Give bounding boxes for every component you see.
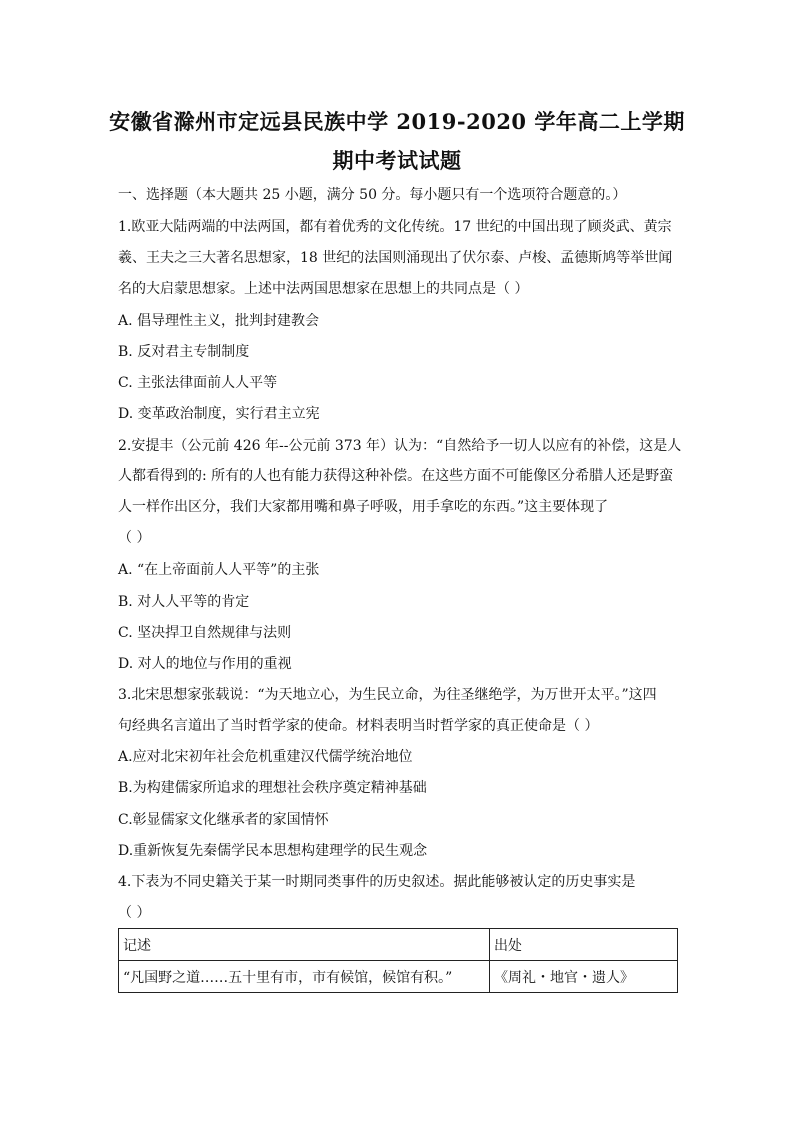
table-header-cell: 出处 bbox=[490, 929, 678, 961]
q4-stem-line: （ ） bbox=[118, 905, 151, 921]
section-header: 一、选择题（本大题共 25 小题，满分 50 分。每小题只有一个选项符合题意的。） bbox=[118, 187, 627, 203]
q3-stem-line: 句经典名言道出了当时哲学家的使命。材料表明当时哲学家的真正使命是（ ） bbox=[118, 718, 599, 734]
q3-option-c: C.彰显儒家文化继承者的家国情怀 bbox=[118, 812, 329, 828]
table-cell: 《周礼・地官・遗人》 bbox=[490, 961, 678, 993]
q2-stem-line: 人都看得到的: 所有的人也有能力获得这种补偿。在这些方面不可能像区分希腊人还是野蛮 bbox=[118, 468, 674, 484]
q2-option-b: B. 对人人平等的肯定 bbox=[118, 594, 250, 610]
q2-stem-line: （ ） bbox=[118, 530, 151, 546]
table-header-cell: 记述 bbox=[119, 929, 490, 961]
q4-stem-line: 4.下表为不同史籍关于某一时期同类事件的历史叙述。据此能够被认定的历史事实是 bbox=[118, 874, 636, 890]
q1-stem-line: 羲、王夫之三大著名思想家，18 世纪的法国则涌现出了伏尔泰、卢梭、孟德斯鸠等举世闻 bbox=[118, 250, 673, 266]
document-title-line1: 安徽省滁州市定远县民族中学 2019-2020 学年高二上学期 bbox=[109, 109, 685, 134]
q1-option-c: C. 主张法律面前人人平等 bbox=[118, 375, 278, 391]
q2-stem-line: 2.安提丰（公元前 426 年--公元前 373 年）认为：“自然给予一切人以应有的补偿，这是人 bbox=[118, 438, 682, 454]
table-row bbox=[119, 961, 678, 993]
q1-option-a: A. 倡导理性主义，批判封建教会 bbox=[118, 313, 320, 329]
q2-option-c: C. 坚决捍卫自然规律与法则 bbox=[118, 625, 292, 641]
q3-option-d: D.重新恢复先秦儒学民本思想构建理学的民生观念 bbox=[118, 843, 428, 859]
document-title-line2: 期中考试试题 bbox=[332, 148, 462, 173]
table-cell: “凡国野之道……五十里有市，市有候馆，候馆有积。” bbox=[119, 961, 490, 993]
q3-option-b: B.为构建儒家所追求的理想社会秩序奠定精神基础 bbox=[118, 780, 427, 796]
q3-stem-line: 3.北宋思想家张载说：“为天地立心，为生民立命，为往圣继绝学，为万世开太平。”这四 bbox=[118, 687, 657, 703]
q1-stem-line: 1.欧亚大陆两端的中法两国，都有着优秀的文化传统。17 世纪的中国出现了顾炎武、黄宗 bbox=[118, 219, 672, 235]
q4-source-table bbox=[118, 928, 678, 993]
table-header-row bbox=[119, 929, 678, 961]
q1-stem-line: 名的大启蒙思想家。上述中法两国思想家在思想上的共同点是（ ） bbox=[118, 281, 529, 297]
q1-option-d: D. 变革政治制度，实行君主立宪 bbox=[118, 406, 320, 422]
q3-option-a: A.应对北宋初年社会危机重建汉代儒学统治地位 bbox=[118, 749, 413, 765]
q1-option-b: B. 反对君主专制制度 bbox=[118, 344, 250, 360]
q2-stem-line: 人一样作出区分，我们大家都用嘴和鼻子呼吸，用手拿吃的东西。”这主要体现了 bbox=[118, 499, 609, 515]
q2-option-a: A. “在上帝面前人人平等”的主张 bbox=[118, 562, 320, 578]
q2-option-d: D. 对人的地位与作用的重视 bbox=[118, 656, 292, 672]
